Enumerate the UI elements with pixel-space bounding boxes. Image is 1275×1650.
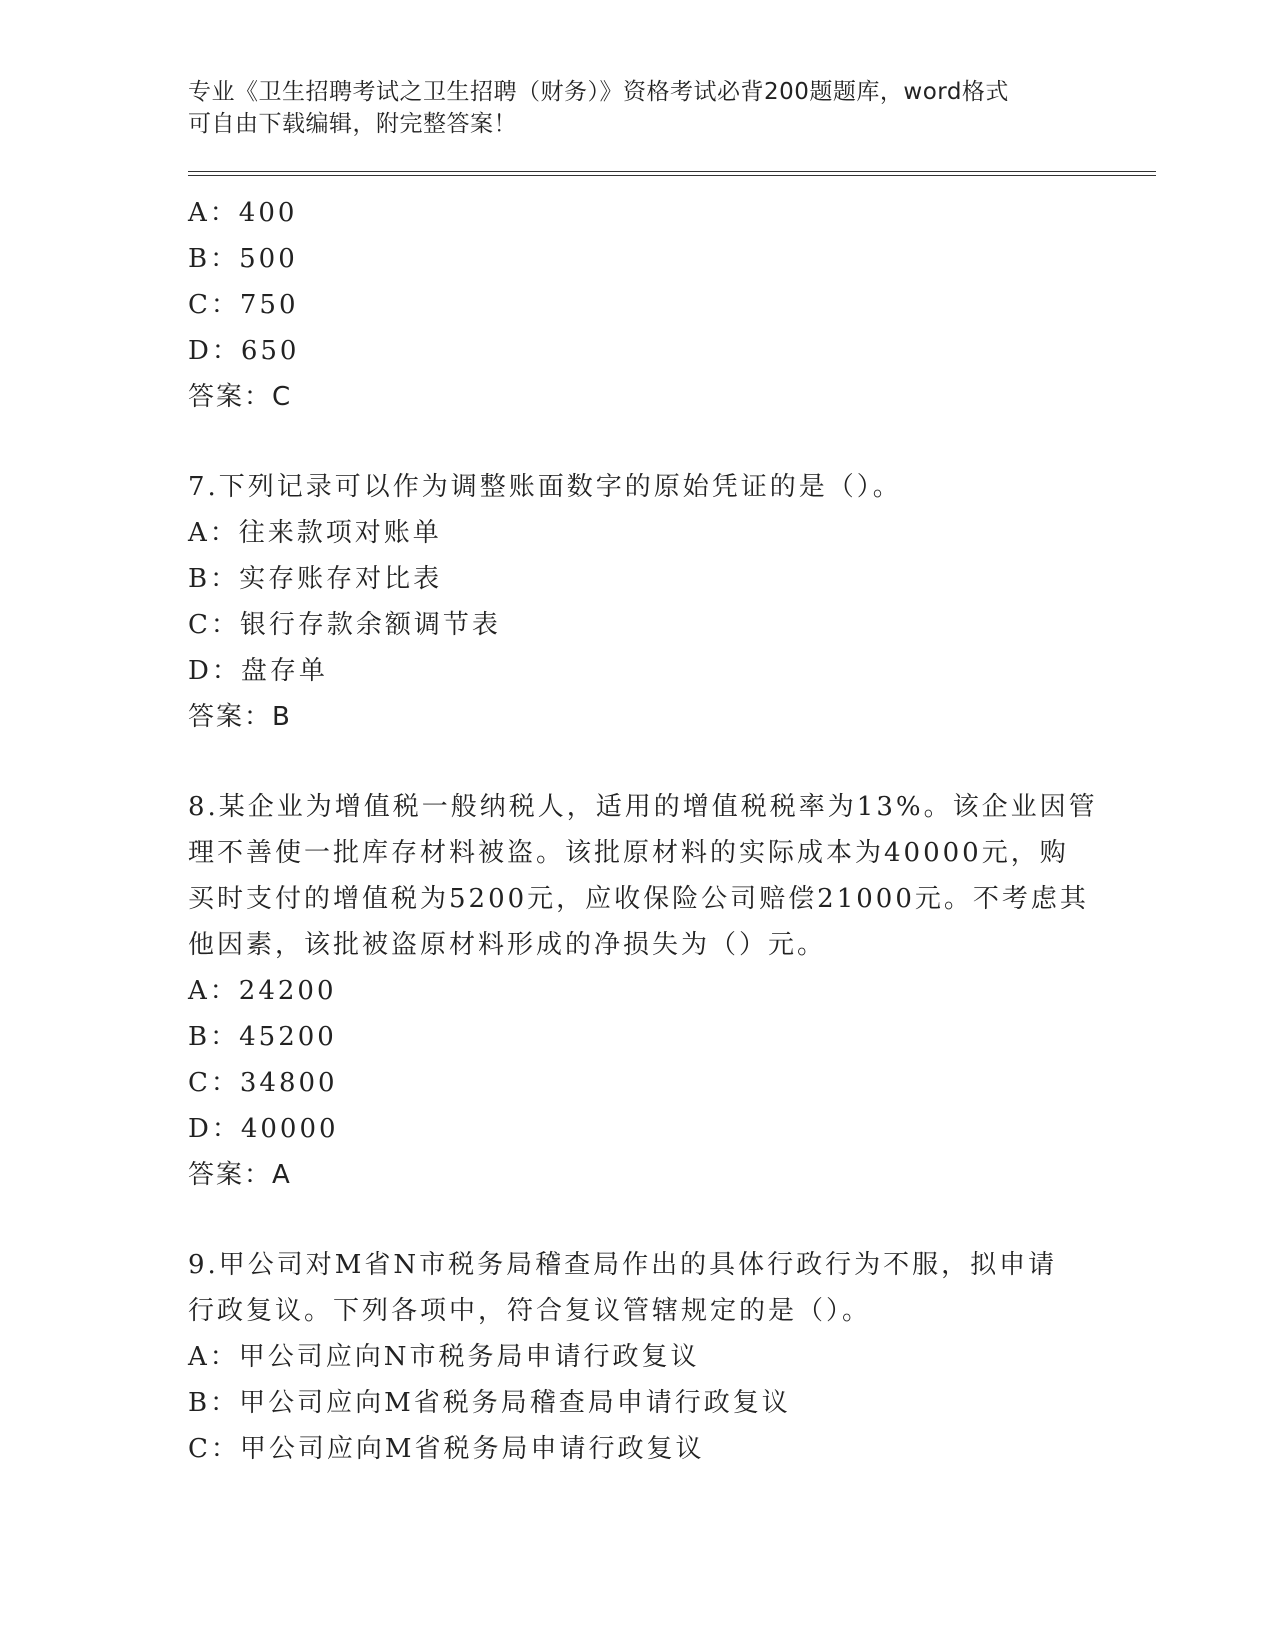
option-b: B：甲公司应向M省税务局稽查局申请行政复议 — [188, 1388, 791, 1418]
question-stem-line-1: 9.甲公司对M省N市税务局稽查局作出的具体行政行为不服，拟申请 — [188, 1250, 1058, 1280]
question-stem-line-2: 行政复议。下列各项中，符合复议管辖规定的是（）。 — [188, 1296, 872, 1326]
header-rule-bottom — [188, 175, 1156, 176]
option-d: D：650 — [188, 336, 300, 366]
header-line-1: 专业《卫生招聘考试之卫生招聘（财务）》资格考试必背200题题库，word格式 — [188, 79, 1009, 105]
answer-line: 答案：A — [188, 1160, 292, 1190]
option-b: B：45200 — [188, 1022, 337, 1052]
option-d: D：40000 — [188, 1114, 339, 1144]
question-stem-line-2: 理不善使一批库存材料被盗。该批原材料的实际成本为40000元，购 — [188, 838, 1069, 868]
question-8-block — [188, 784, 1098, 1198]
option-d: D：盘存单 — [188, 656, 328, 686]
header-line-2: 可自由下载编辑，附完整答案！ — [188, 111, 517, 137]
question-6-block — [188, 190, 1088, 420]
document-header — [188, 76, 1088, 140]
option-b: B：实存账存对比表 — [188, 564, 443, 594]
option-b: B：500 — [188, 244, 298, 274]
answer-line: 答案：B — [188, 702, 292, 732]
question-content — [188, 190, 1098, 1472]
question-stem-line-1: 8.某企业为增值税一般纳税人，适用的增值税税率为13%。该企业因管 — [188, 792, 1098, 822]
option-c: C：银行存款余额调节表 — [188, 610, 501, 640]
option-a: A：400 — [188, 198, 298, 228]
option-c: C：750 — [188, 290, 299, 320]
header-rule-top — [188, 171, 1156, 172]
answer-line: 答案：C — [188, 382, 293, 412]
question-9-block — [188, 1242, 1088, 1472]
option-c: C：34800 — [188, 1068, 338, 1098]
option-a: A：甲公司应向N市税务局申请行政复议 — [188, 1342, 700, 1372]
option-c: C：甲公司应向M省税务局申请行政复议 — [188, 1434, 705, 1464]
option-a: A：24200 — [188, 976, 337, 1006]
question-7-block — [188, 464, 1088, 740]
question-stem: 7.下列记录可以作为调整账面数字的原始凭证的是（）。 — [188, 472, 902, 502]
option-a: A：往来款项对账单 — [188, 518, 442, 548]
question-stem-line-3: 买时支付的增值税为5200元，应收保险公司赔偿21000元。不考虑其 — [188, 884, 1089, 914]
question-stem-line-4: 他因素，该批被盗原材料形成的净损失为（）元。 — [188, 930, 827, 960]
